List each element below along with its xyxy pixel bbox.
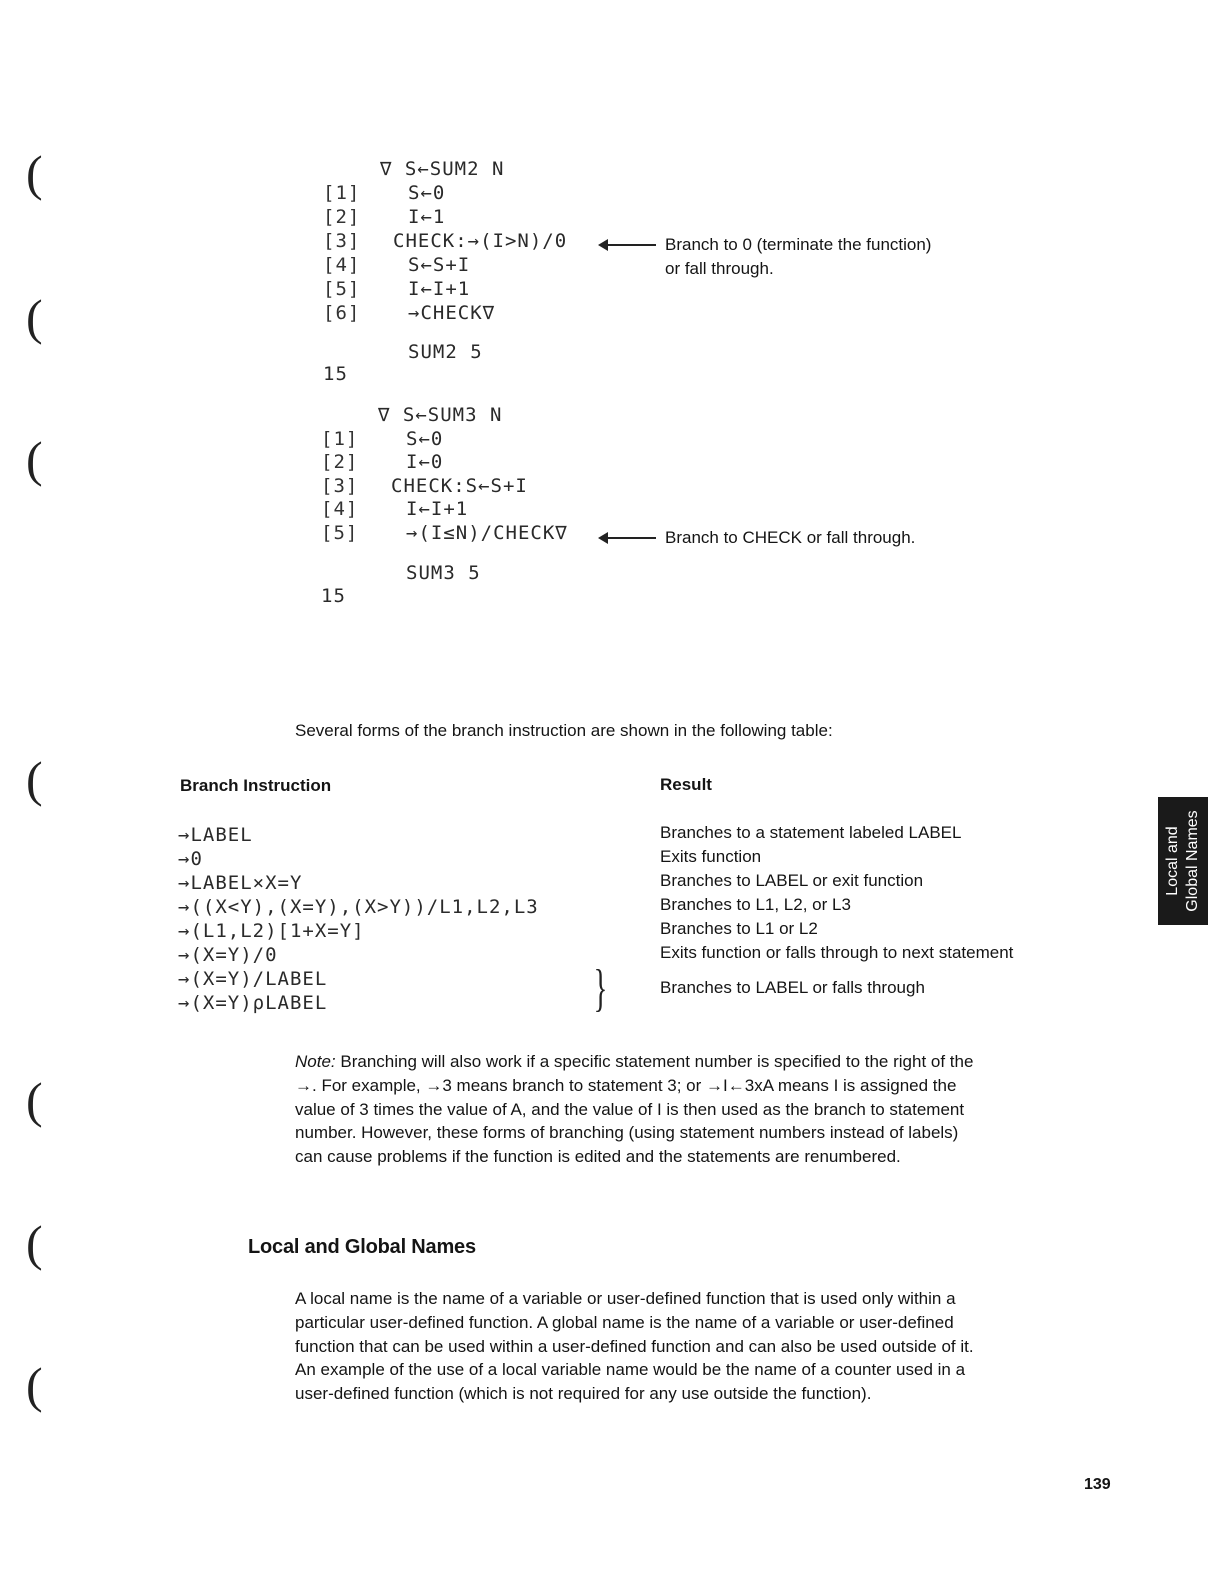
- line-number: [4]: [323, 254, 361, 276]
- margin-ring-mark: (: [26, 1215, 43, 1271]
- annotation: or fall through.: [665, 259, 774, 278]
- code-line: I←I+1: [408, 278, 471, 300]
- margin-ring-mark: (: [26, 145, 43, 201]
- line-number: [2]: [321, 451, 359, 473]
- line-number: [1]: [321, 428, 359, 450]
- code-line: S←S+I: [408, 254, 471, 276]
- line-number: [5]: [321, 522, 359, 544]
- code-line: CHECK:S←S+I: [391, 475, 528, 497]
- code-line: CHECK:→(I>N)/0: [393, 230, 568, 252]
- line-number: [3]: [323, 230, 361, 252]
- margin-ring-mark: (: [26, 289, 43, 345]
- table-cell-instruction: →(L1,L2)[1+X=Y]: [178, 920, 365, 942]
- tab-label: [1163, 810, 1203, 911]
- section-tab: [1158, 797, 1208, 925]
- table-cell-result: Branches to L1, L2, or L3: [660, 895, 851, 914]
- code-line: →(I≤N)/CHECK∇: [406, 522, 568, 544]
- note-label: Note:: [295, 1052, 336, 1071]
- table-cell-instruction: →(X=Y)/0: [178, 944, 278, 966]
- section-body: A local name is the name of a variable or user-defined function that is used only within a particular user-defined function. A global name is the name of a variable or user-defined function that can be used within a user-defined function and can also be used outside of it. An example of the use of a local variable name would be the name of a counter used in a user-defined function (which is not required for any use outside the function).: [295, 1289, 974, 1404]
- section-title: Local and Global Names: [248, 1236, 476, 1258]
- table-cell-result: Branches to L1 or L2: [660, 919, 818, 938]
- table-cell-instruction: →0: [178, 848, 203, 870]
- code-line: I←I+1: [406, 498, 469, 520]
- tab-label-line: Local and: [1164, 826, 1181, 896]
- line-number: [2]: [323, 206, 361, 228]
- function-header: ∇ S←SUM3 N: [378, 404, 503, 426]
- table-cell-result: Branches to LABEL or exit function: [660, 871, 924, 890]
- code-line: →CHECK∇: [408, 302, 496, 324]
- function-call: SUM2 5: [408, 341, 483, 363]
- annotation: Branch to 0 (terminate the function): [665, 235, 932, 254]
- annotation-arrow: [606, 537, 656, 539]
- table-cell-result: Exits function or falls through to next statement: [660, 943, 1014, 962]
- note-text: Branching will also work if a specific statement number is specified to the right of the →. For example, →3 means branch to statement 3; or →I←3xA means I is assigned the value of 3 times the value of A, and the value of I is then used as the branch to statement number. However, these forms of branching (using statement numbers instead of labels) can cause problems if the function is edited and the statements are renumbered.: [295, 1052, 974, 1167]
- column-header-result: Result: [660, 775, 712, 794]
- table-cell-instruction: →(X=Y)/LABEL: [178, 968, 328, 990]
- column-header-instruction: Branch Instruction: [180, 776, 332, 795]
- function-header: ∇ S←SUM2 N: [380, 158, 505, 180]
- function-result: 15: [321, 585, 346, 607]
- table-cell-result: Branches to LABEL or falls through: [660, 978, 925, 997]
- table-intro: Several forms of the branch instruction are shown in the following table:: [295, 721, 833, 740]
- margin-ring-mark: (: [26, 431, 43, 487]
- note-paragraph: [295, 1050, 985, 1169]
- function-result: 15: [323, 363, 348, 385]
- table-cell-result: Branches to a statement labeled LABEL: [660, 823, 962, 842]
- line-number: [4]: [321, 498, 359, 520]
- code-line: S←0: [406, 428, 444, 450]
- code-line: I←1: [408, 206, 446, 228]
- table-cell-result: Exits function: [660, 847, 762, 866]
- line-number: [3]: [321, 475, 359, 497]
- page-number: 139: [1084, 1476, 1111, 1493]
- tab-label-line: Global Names: [1184, 810, 1201, 912]
- annotation-arrow: [606, 244, 656, 246]
- code-line: S←0: [408, 182, 446, 204]
- line-number: [1]: [323, 182, 361, 204]
- code-line: I←0: [406, 451, 444, 473]
- table-cell-instruction: →LABEL: [178, 824, 253, 846]
- line-number: [5]: [323, 278, 361, 300]
- annotation: Branch to CHECK or fall through.: [665, 528, 916, 547]
- line-number: [6]: [323, 302, 361, 324]
- margin-ring-mark: (: [26, 1072, 43, 1128]
- margin-ring-mark: (: [26, 1357, 43, 1413]
- table-cell-instruction: →(X=Y)⍴LABEL: [178, 992, 328, 1014]
- function-call: SUM3 5: [406, 562, 481, 584]
- margin-ring-mark: (: [26, 751, 43, 807]
- table-cell-instruction: →LABEL×X=Y: [178, 872, 303, 894]
- table-cell-instruction: →((X<Y),(X=Y),(X>Y))/L1,L2,L3: [178, 896, 539, 918]
- grouping-brace: }: [593, 960, 608, 1017]
